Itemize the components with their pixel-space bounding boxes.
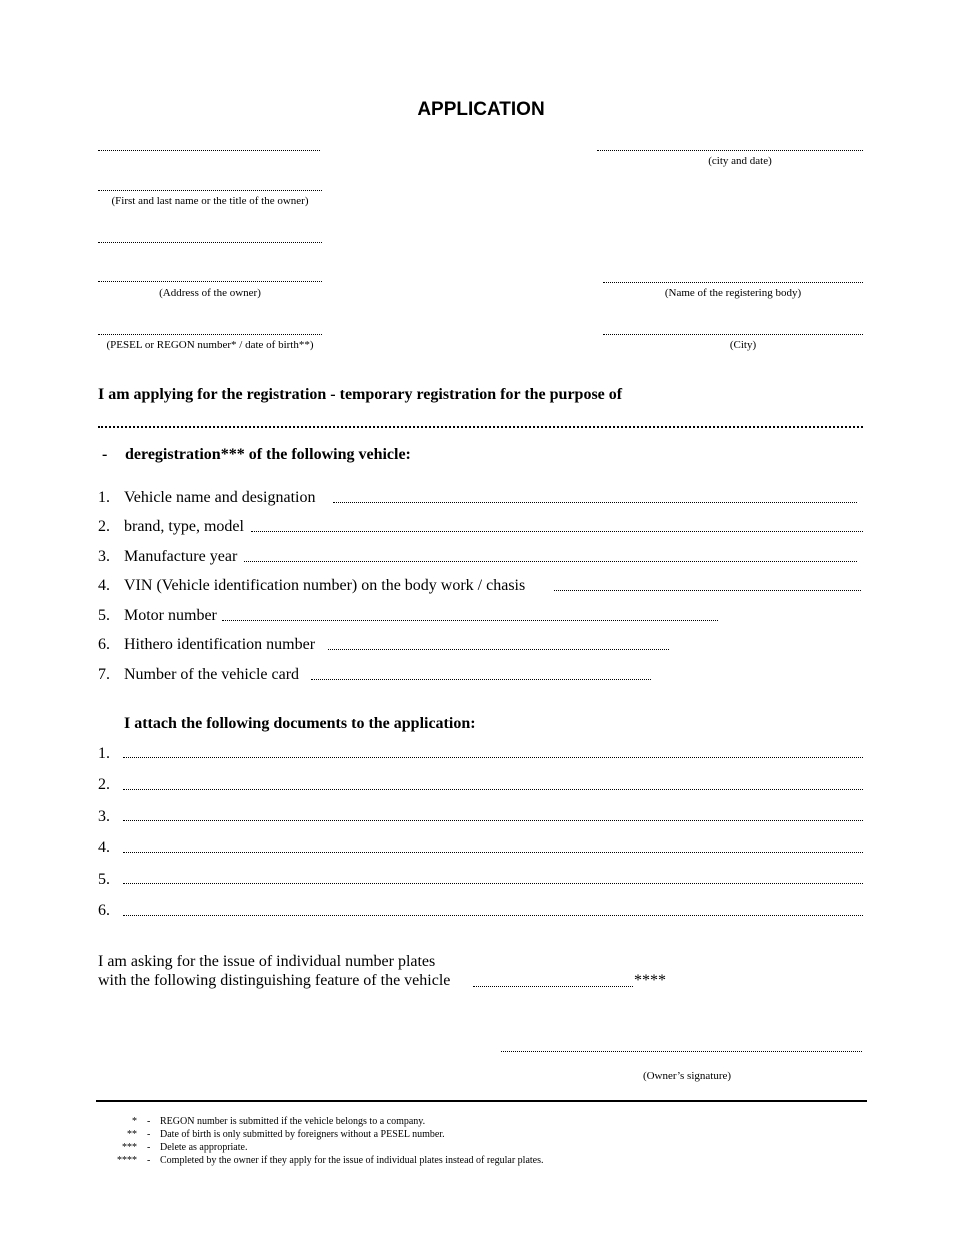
footnote-2 — [95, 1129, 795, 1142]
footnote-text: Delete as appropriate. — [160, 1142, 248, 1153]
vehicle-card-field[interactable] — [311, 679, 651, 680]
purpose-line-2: deregistration*** of the following vehicle: — [125, 446, 411, 463]
vin-label: VIN (Vehicle identification number) on the body work / chasis — [124, 577, 526, 594]
document-field-3[interactable] — [123, 820, 863, 821]
pesel-caption: (PESEL or REGON number* / date of birth**) — [106, 339, 314, 351]
plates-line-2: with the following distinguishing feature of the vehicle — [98, 972, 451, 989]
owner-signature-field[interactable] — [501, 1051, 862, 1052]
owner-name-caption: (First and last name or the title of the owner) — [111, 195, 309, 207]
vehicle-field-number-3: 3. — [98, 548, 110, 565]
footnote-text: Completed by the owner if they apply for the issue of individual plates instead of regular plates. — [160, 1155, 544, 1166]
registering-body-field[interactable] — [603, 282, 863, 283]
registering-body-caption: (Name of the registering body) — [664, 287, 802, 299]
owner-address-field-2[interactable] — [98, 281, 322, 282]
owner-address-caption: (Address of the owner) — [159, 287, 261, 299]
document-field-6[interactable] — [123, 915, 863, 916]
footnote-4 — [95, 1155, 795, 1168]
footnote-mark: *** — [122, 1142, 137, 1153]
vehicle-name-label: Vehicle name and designation — [124, 489, 316, 506]
footnote-dash: - — [147, 1142, 151, 1153]
city-date-field[interactable] — [597, 150, 863, 151]
vehicle-field-number-7: 7. — [98, 666, 110, 683]
manufacture-year-field[interactable] — [244, 561, 857, 562]
purpose-line-1: I am applying for the registration - temporary registration for the purpose of — [98, 386, 623, 403]
plates-suffix: **** — [634, 972, 666, 989]
documents-heading: I attach the following documents to the application: — [124, 715, 476, 732]
motor-number-label: Motor number — [124, 607, 217, 624]
hithero-id-label: Hithero identification number — [124, 636, 316, 653]
vehicle-card-label: Number of the vehicle card — [124, 666, 300, 683]
footnote-mark: ** — [127, 1129, 137, 1140]
vehicle-field-number-5: 5. — [98, 607, 110, 624]
city-caption: (City) — [729, 339, 757, 351]
vehicle-field-number-6: 6. — [98, 636, 110, 653]
document-field-4[interactable] — [123, 852, 863, 853]
owner-name-field[interactable] — [98, 190, 322, 191]
page-title: APPLICATION — [417, 99, 545, 120]
vehicle-field-number-4: 4. — [98, 577, 110, 594]
city-field[interactable] — [603, 334, 863, 335]
vehicle-field-number-2: 2. — [98, 518, 110, 535]
footnote-3 — [95, 1142, 795, 1155]
footnote-dash: - — [147, 1116, 151, 1127]
manufacture-year-label: Manufacture year — [124, 548, 238, 565]
blank-line-top-left[interactable] — [98, 150, 320, 151]
footnote-1 — [95, 1116, 795, 1129]
document-number-4: 4. — [98, 839, 110, 856]
vin-field[interactable] — [554, 590, 861, 591]
footnote-mark: * — [132, 1116, 137, 1127]
purpose-field[interactable] — [98, 426, 863, 428]
document-number-5: 5. — [98, 871, 110, 888]
document-field-2[interactable] — [123, 789, 863, 790]
owner-address-field-1[interactable] — [98, 242, 322, 243]
footnote-dash: - — [147, 1155, 151, 1166]
document-number-2: 2. — [98, 776, 110, 793]
document-number-6: 6. — [98, 902, 110, 919]
plates-line-1: I am asking for the issue of individual number plates — [98, 953, 436, 970]
document-number-3: 3. — [98, 808, 110, 825]
hithero-id-field[interactable] — [328, 649, 669, 650]
owner-signature-caption: (Owner’s signature) — [642, 1070, 732, 1082]
document-field-5[interactable] — [123, 883, 863, 884]
footnote-text: Date of birth is only submitted by foreigners without a PESEL number. — [160, 1129, 445, 1140]
document-number-1: 1. — [98, 745, 110, 762]
brand-type-model-label: brand, type, model — [124, 518, 244, 535]
purpose-dash: - — [102, 446, 108, 463]
plates-feature-field[interactable] — [473, 986, 633, 987]
city-date-caption: (city and date) — [708, 155, 772, 167]
brand-type-model-field[interactable] — [251, 531, 863, 532]
pesel-field[interactable] — [98, 334, 322, 335]
footnote-dash: - — [147, 1129, 151, 1140]
footnote-text: REGON number is submitted if the vehicle belongs to a company. — [160, 1116, 426, 1127]
vehicle-field-number-1: 1. — [98, 489, 110, 506]
footnote-divider — [96, 1100, 867, 1102]
vehicle-name-field[interactable] — [333, 502, 857, 503]
document-field-1[interactable] — [123, 757, 863, 758]
footnote-mark: **** — [117, 1155, 137, 1166]
motor-number-field[interactable] — [222, 620, 718, 621]
